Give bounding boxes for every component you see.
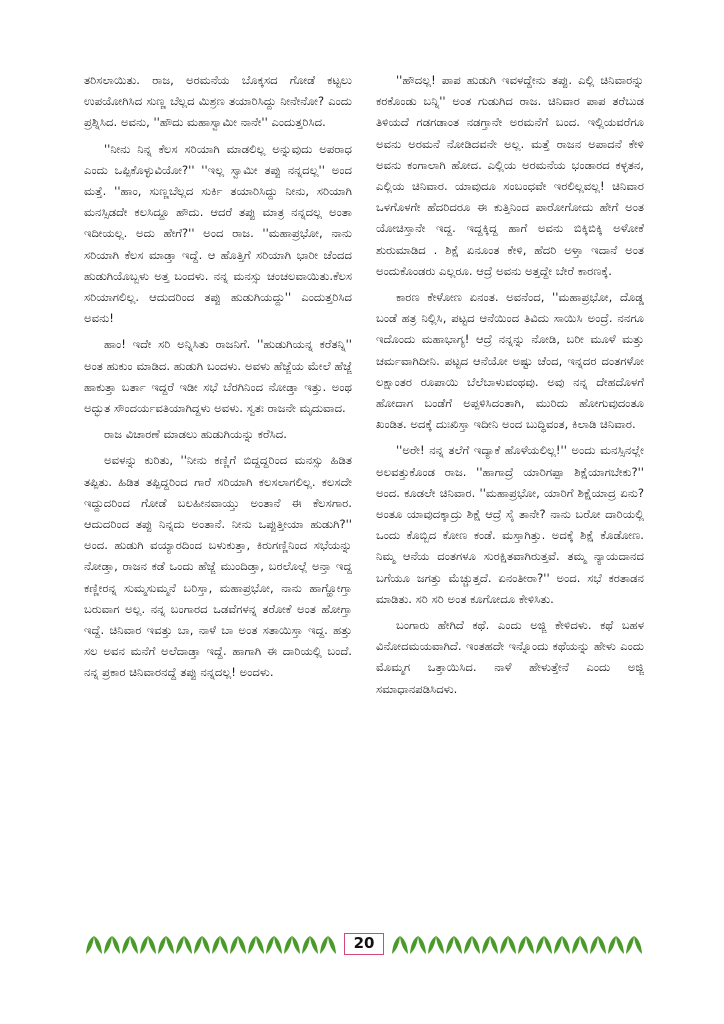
left-paragraph-3: ಹಾಂ! ಇದೇ ಸರಿ ಅನ್ನಿಸಿತು ರಾಜನಿಗೆ. ''ಹುಡುಗಿಯನ್ನ ಕರೆತನ್ನಿ'' ಅಂತ ಹುಕುಂ ಮಾಡಿದ. ಹುಡುಗಿ ಬಂದಳು. ಅವಳು ಹೆಜ್ಜೆಯ ಮೇಲೆ ಹೆಜ್ಜೆ ಹಾಕುತ್ತಾ ಬರ್ತಾ ಇದ್ದರೆ ಇಡೀ ಸಭೆ ಬೆರಗಿನಿಂದ ನೋಡ್ತಾ ಇತ್ತು. ಅಂಥ ಅದ್ಭುತ ಸೌಂದರ್ಯವತಿಯಾಗಿದ್ದಳು ಅವಳು. ಸ್ವತಃ ರಾಜನೇ ಮೃದುವಾದ. [84, 337, 352, 416]
leaf-mark [266, 936, 274, 954]
leaf-mark [212, 936, 220, 954]
leaf-mark [284, 936, 292, 954]
leaf-mark [238, 936, 246, 954]
leaf-mark [626, 936, 634, 954]
leaf-mark [598, 936, 606, 954]
leaf-mark [554, 936, 562, 954]
left-paragraph-1: ತರಿಸಲಾಯಿತು. ರಾಜ, ಅರಮನೆಯ ಬೊಕ್ಕಸದ ಗೋಡೆ ಕಟ್ಟಲು ಉಪಯೋಗಿಸಿದ ಸುಣ್ಣ ಬೆಲ್ಲದ ಮಿಶ್ರಣ ತಯಾರಿಸಿದ್ದು ನೀನೇನೋ? ಎಂದು ಪ್ರಶ್ನಿಸಿದ. ಅವನು, ''ಹೌದು ಮಹಾಸ್ವಾಮೀ ನಾನೇ'' ಎಂದುತ್ತರಿಸಿದ. [84, 73, 352, 130]
leaf-mark [544, 936, 552, 954]
right-paragraph-2: ಕಾರಣ ಕೇಳೋಣ ಏನಂತ. ಅವನೆಂದ, ''ಮಹಾಪ್ರಭೋ, ದೊಡ್ಡ ಬಂಡೆ ಹತ್ರ ನಿಲ್ಲಿಸಿ, ಪಟ್ಟದ ಆನೆಯಿಂದ ತಿವಿದು ಸಾಯಿಸಿ ಅಂದ್ರೆ. ನನಗೂ ಇದೊಂದು ಮಹಾಭಾಗ್ಯ! ಆದ್ರೆ ನನ್ನನ್ನು ನೋಡಿ, ಬರೀ ಮೂಳೆ ಮತ್ತು ಚರ್ಮವಾಗಿದೀನಿ. ಪಟ್ಟದ ಆನೆಯೋ ಅಷ್ಟು ಚೆಂದ, ಇನ್ನದರ ದಂತಗಳೋ ಲಕ್ಷಾಂತರ ರೂಪಾಯಿ ಬೆಲೆಬಾಳುವಂಥವು. ಅವು ನನ್ನ ದೇಹದೊಳಗೆ ಹೋದಾಗ ಬಂಡೆಗೆ ಅಪ್ಪಳಿಸಿದಂತಾಗಿ, ಮುರಿದು ಹೋಗುವುದಂತೂ ಖಂಡಿತ. ಅದಕ್ಕೆ ದುಃಖಿಸ್ತಾ ಇದೀನಿ ಅಂದ ಬುದ್ಧಿವಂತ, ಕಿಲಾಡಿ ಚಿನಿವಾರ. [376, 290, 644, 432]
leaf-mark [166, 936, 174, 954]
leaf-mark [536, 936, 544, 954]
leaf-mark [508, 936, 516, 954]
left-paragraph-2: ''ನೀನು ನಿನ್ನ ಕೆಲಸ ಸರಿಯಾಗಿ ಮಾಡಲಿಲ್ಲ ಅನ್ನುವುದು ಅಪರಾಧ ಎಂದು ಒಪ್ಪಿಕೊಳ್ಳುವಿಯೋ?'' ''ಇಲ್ಲ ಸ್ವಾಮೀ ತಪ್ಪು ನನ್ನದಲ್ಲ'' ಅಂದ ಮತ್ತೆ. ''ಹಾಂ, ಸುಣ್ಣಬೆಲ್ಲದ ಸುರ್ಕಿ ತಯಾರಿಸಿದ್ದು ನೀನು, ಸರಿಯಾಗಿ ಮನಸ್ಸಿಡದೇ ಕಲಸಿದ್ದೂ ಹೌದು. ಆದರೆ ತಪ್ಪು ಮಾತ್ರ ನನ್ನದಲ್ಲ ಅಂತಾ ಇದೀಯಲ್ಲ. ಅದು ಹೇಗೆ?'' ಅಂದ ರಾಜ. ''ಮಹಾಪ್ರಭೋ, ನಾನು ಸರಿಯಾಗಿ ಕೆಲಸ ಮಾಡ್ತಾ ಇದ್ದೆ. ಆ ಹೊತ್ತಿಗೆ ಸರಿಯಾಗಿ ಭಾರೀ ಚೆಂದದ ಹುಡುಗಿಯೊಬ್ಬಳು ಅತ್ತ ಬಂದಳು. ನನ್ನ ಮನಸ್ಸು ಚಂಚಲವಾಯಿತು.ಕೆಲಸ ಸರಿಯಾಗಲಿಲ್ಲ. ಆದುದರಿಂದ ತಪ್ಪು ಹುಡುಗಿಯದ್ದು'' ಎಂದುತ್ತರಿಸಿದ ಅವನು! [84, 141, 352, 326]
leaf-mark [302, 936, 310, 954]
leaf-mark [500, 936, 508, 954]
leaf-mark [86, 936, 94, 954]
leaf-mark [104, 936, 112, 954]
page-footer [84, 934, 644, 956]
leaf-mark [328, 936, 336, 954]
leaf-mark [122, 936, 130, 954]
leaf-mark [454, 936, 462, 954]
leaf-mark [562, 936, 570, 954]
leaf-mark [464, 936, 472, 954]
leaf-mark [608, 936, 616, 954]
leaf-mark [616, 936, 624, 954]
leaf-mark [436, 936, 444, 954]
leaf-mark [256, 936, 264, 954]
leaf-mark [248, 936, 256, 954]
left-column [84, 70, 352, 930]
leaf-mark [130, 936, 138, 954]
leaf-mark [320, 936, 328, 954]
leaf-mark [580, 936, 588, 954]
leaf-mark [184, 936, 192, 954]
leaf-mark [392, 936, 400, 954]
leaf-mark [140, 936, 148, 954]
right-paragraph-1: ''ಹೌದಲ್ಲ! ಪಾಪ ಹುಡುಗಿ ಇವಳದ್ದೇನು ತಪ್ಪು. ಎಲ್ಲಿ ಚಿನಿವಾರನ್ನು ಕರಕೊಂಡು ಬನ್ನಿ'' ಅಂತ ಗುಡುಗಿದ ರಾಜ. ಚಿನಿವಾರ ಪಾಪ ತರೆಬುಡ ತಿಳಿಯದೆ ಗಡಗಡಾಂತ ನಡಗ್ತಾನೇ ಅರಮನೆಗೆ ಬಂದ. ಇಲ್ಲಿಯವರೆಗೂ ಅವನು ಅರಮನೆ ನೋಡಿದವನೇ ಅಲ್ಲ. ಮತ್ತೆ ರಾಜನ ಅಪಾದನೆ ಕೇಳಿ ಅವನು ಕಂಗಾಲಾಗಿ ಹೋದ. ಎಲ್ಲಿಯ ಅರಮನೆಯ ಭಂಡಾರದ ಕಳ್ಳತನ, ಎಲ್ಲಿಯ ಚಿನಿವಾರ. ಯಾವುದೂ ಸಂಬಂಧವೇ ಇರಲಿಲ್ಲವಲ್ಲ! ಚಿನಿವಾರ ಒಳಗೊಳಗೇ ಹೆದರಿದರೂ ಈ ಕುತ್ತಿನಿಂದ ಪಾರೋಗೋದು ಹೇಗೆ ಅಂತ ಯೋಚಿಸ್ತಾನೇ ಇದ್ದ. ಇದ್ದಕ್ಕಿದ್ದ ಹಾಗೆ ಅವನು ಬಿಕ್ಕಿಬಿಕ್ಕಿ ಅಳೋಕೆ ಶುರುಮಾಡಿದ . ಶಿಕ್ಷೆ ಏನೂಂತ ಕೇಳಿ, ಹೆದರಿ ಅಳ್ತಾ ಇದಾನೆ ಅಂತ ಅಂದುಕೊಂಡರು ಎಲ್ಲರೂ. ಆದ್ರೆ ಅವನು ಅತ್ತದ್ದೇ ಬೇರೆ ಕಾರಣಕ್ಕೆ. [376, 73, 644, 278]
right-paragraph-3: ''ಅರೇ! ನನ್ನ ತಲೆಗೆ ಇದ್ಯಾಕೆ ಹೊಳೆಯಲಿಲ್ಲ!'' ಅಂದು ಮನಸ್ಸಿನಲ್ಲೇ ಅಲವತ್ತುಕೊಂಡ ರಾಜ. ''ಹಾಗಾದ್ರೆ ಯಾರಿಗಪ್ಪಾ ಶಿಕ್ಷೆಯಾಗಬೇಕು?'' ಅಂದ. ಕೂಡಲೇ ಚಿನಿವಾರ. ''ಮಹಾಪ್ರಭೋ, ಯಾರಿಗೆ ಶಿಕ್ಷೆಯಾದ್ರ ಏನು? ಅಂತೂ ಯಾವುದಕ್ಕಾದ್ರು ಶಿಕ್ಷೆ ಆದ್ರೆ ಸೈ ತಾನೇ? ನಾನು ಬರೋ ದಾರಿಯಲ್ಲಿ ಒಂದು ಕೊಬ್ಬಿದ ಕೋಣ ಕಂಡೆ. ಮಸ್ತಾಗಿತ್ತು. ಅದಕ್ಕೆ ಶಿಕ್ಷೆ ಕೊಡೋಣ. ನಿಮ್ಮ ಆನೆಯ ದಂತಗಳೂ ಸುರಕ್ಷಿತವಾಗಿರುತ್ತವೆ. ತಮ್ಮ ನ್ಯಾಯದಾನದ ಬಗೆಯೂ ಜಗತ್ತು ಮೆಚ್ಚುತ್ತದೆ. ಏನಂತೀರಾ?'' ಅಂದ. ಸಭೆ ಕರತಾಡನ ಮಾಡಿತು. ಸರಿ ಸರಿ ಅಂತ ಕೂಗೋದೂ ಕೇಳಿಸಿತು. [376, 443, 644, 606]
leaf-mark [428, 936, 436, 954]
leaf-mark [274, 936, 282, 954]
leaf-mark [590, 936, 598, 954]
two-column-body [84, 70, 644, 930]
leaf-mark [446, 936, 454, 954]
left-paragraph-5: ಅವಳನ್ನು ಕುರಿತು, ''ನೀನು ಕಣ್ಣಿಗೆ ಬಿದ್ದದ್ದರಿಂದ ಮನಸ್ಸು ಹಿಡಿತ ತಪ್ಪಿತು. ಹಿಡಿತ ತಪ್ಪಿದ್ದರಿಂದ ಗಾರೆ ಸರಿಯಾಗಿ ಕಲಸಲಾಗಲಿಲ್ಲ. ಕಲಸದೇ ಇದ್ದುದರಿಂದ ಗೋಡೆ ಬಲಹೀನವಾಯ್ತು ಅಂತಾನೆ ಈ ಕೆಲಸಗಾರ. ಆದುದರಿಂದ ತಪ್ಪು ನಿನ್ನದು ಅಂತಾನೆ. ನೀನು ಒಪ್ಪುತ್ತೀಯಾ ಹುಡುಗಿ?'' ಅಂದ. ಹುಡುಗಿ ವಯ್ಯಾರದಿಂದ ಬಳುಕುತ್ತಾ, ಕಿರುಗಣ್ಣಿನಿಂದ ಸಭೆಯನ್ನು ನೋಡ್ತಾ, ರಾಜನ ಕಡೆ ಒಂದು ಹೆಜ್ಜೆ ಮುಂದಿಡ್ತಾ, ಬರಲೊಲ್ಲೆ ಅನ್ತಾ ಇದ್ದ ಕಣ್ಣೀರನ್ನ ಸುಮ್ಮಸುಮ್ಮನೆ ಬರಿಸ್ತಾ, ಮಹಾಪ್ರಭೋ, ನಾನು ಹಾಗ್ಹೋಗ್ತಾ ಬರುವಾಗ ಅಲ್ಲ. ನನ್ನ ಬಂಗಾರದ ಒಡವೆಗಳನ್ನ ತರೋಕೆ ಅಂತ ಹೋಗ್ತಾ ಇದ್ದೆ. ಚಿನಿವಾರ ಇವತ್ತು ಬಾ, ನಾಳೆ ಬಾ ಅಂತ ಸತಾಯಿಸ್ತಾ ಇದ್ದ. ಹತ್ತು ಸಲ ಅವನ ಮನೆಗೆ ಅಲೆದಾಡ್ತಾ ಇದ್ದೆ. ಹಾಗಾಗಿ ಈ ದಾರಿಯಲ್ಲಿ ಬಂದೆ. ನನ್ನ ಪ್ರಕಾರ ಚಿನಿವಾರನದ್ದೆ ತಪ್ಪು ನನ್ನದಲ್ಲ! ಅಂದಳು. [84, 453, 352, 680]
leaf-mark [518, 936, 526, 954]
leaf-mark [94, 936, 102, 954]
leaf-mark [482, 936, 490, 954]
leaf-mark [230, 936, 238, 954]
leaf-mark [400, 936, 408, 954]
leaf-mark [176, 936, 184, 954]
leaf-mark [526, 936, 534, 954]
leaf-mark [202, 936, 210, 954]
right-column [376, 70, 644, 930]
leaf-mark [410, 936, 418, 954]
leaf-mark [490, 936, 498, 954]
left-paragraph-4: ರಾಜ ವಿಚಾರಣೆ ಮಾಡಲು ಹುಡುಗಿಯನ್ನು ಕರೆಸಿದ. [104, 427, 287, 442]
leaf-mark [194, 936, 202, 954]
page-number: 20 [344, 933, 384, 955]
leaf-mark [158, 936, 166, 954]
leaf-mark [472, 936, 480, 954]
leaf-mark [572, 936, 580, 954]
leaf-mark [220, 936, 228, 954]
leaf-mark [418, 936, 426, 954]
leaf-mark [292, 936, 300, 954]
leaf-mark [112, 936, 120, 954]
leaf-mark [310, 936, 318, 954]
leaf-mark [148, 936, 156, 954]
right-paragraph-4: ಬಂಗಾರು ಹೇಗಿದೆ ಕಥೆ. ಎಂದು ಅಜ್ಜಿ ಕೇಳಿದಳು. ಕಥೆ ಬಹಳ ವಿನೋದಮಯವಾಗಿದೆ. ಇಂತಹದೇ ಇನ್ನೊಂದು ಕಥೆಯನ್ನು ಹೇಳು ಎಂದು ಮೊಮ್ಮಗ ಒತ್ತಾಯಿಸಿದ. ನಾಳೆ ಹೇಳುತ್ತೇನೆ ಎಂದು ಅಜ್ಜಿ ಸಮಾಧಾನಪಡಿಸಿದಳು. [376, 618, 644, 696]
leaf-mark [634, 936, 642, 954]
